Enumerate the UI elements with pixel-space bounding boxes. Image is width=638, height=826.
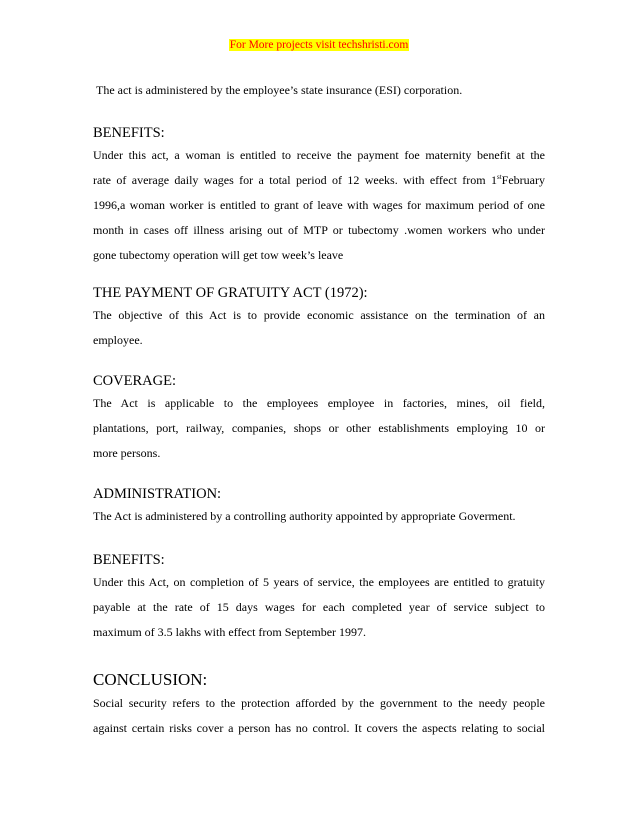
section-heading-coverage: COVERAGE: bbox=[93, 373, 176, 389]
section-body-conclusion bbox=[93, 691, 545, 741]
section-heading-benefits-maternity: BENEFITS: bbox=[93, 125, 165, 141]
body-line: more persons. bbox=[93, 446, 161, 460]
body-line: 1996,a woman worker is entitled to grant of leave with wages for maximum period of one bbox=[93, 198, 545, 212]
body-line: month in cases off illness arising out of MTP or tubectomy .women workers who under bbox=[93, 223, 545, 237]
section-body-benefits-gratuity bbox=[93, 570, 545, 645]
body-line bbox=[93, 168, 545, 193]
section-heading-administration: ADMINISTRATION: bbox=[93, 486, 222, 502]
body-line: The Act is applicable to the employees employee in factories, mines, oil field, bbox=[93, 396, 545, 410]
intro-paragraph: The act is administered by the employee’s state insurance (ESI) corporation. bbox=[96, 83, 463, 97]
body-line: against certain risks cover a person has no control. It covers the aspects relating to social bbox=[93, 721, 545, 735]
section-body-gratuity-act bbox=[93, 303, 545, 353]
section-body-administration bbox=[93, 504, 545, 529]
section-heading-benefits-gratuity: BENEFITS: bbox=[93, 552, 165, 568]
body-line: Under this act, a woman is entitled to receive the payment foe maternity benefit at the bbox=[93, 148, 545, 162]
body-line-tail: February bbox=[501, 173, 545, 187]
body-line: gone tubectomy operation will get tow week’s leave bbox=[93, 248, 344, 262]
body-line: maximum of 3.5 lakhs with effect from September 1997. bbox=[93, 625, 367, 639]
body-line: Under this Act, on completion of 5 years of service, the employees are entitled to gratuity bbox=[93, 575, 545, 589]
ordinal-suffix: st bbox=[497, 173, 502, 181]
section-heading-conclusion: CONCLUSION: bbox=[93, 670, 208, 689]
section-body-benefits-maternity bbox=[93, 143, 545, 268]
body-line: The objective of this Act is to provide economic assistance on the termination of an bbox=[93, 308, 545, 322]
header-banner bbox=[0, 38, 638, 52]
body-line: The Act is administered by a controlling authority appointed by appropriate Goverment. bbox=[93, 509, 516, 523]
body-line: plantations, port, railway, companies, shops or other establishments employing 10 or bbox=[93, 421, 545, 435]
body-line: payable at the rate of 15 days wages for each completed year of service subject to bbox=[93, 600, 545, 614]
body-line-text: rate of average daily wages for a total period of 12 weeks. with effect from 1 bbox=[93, 173, 497, 187]
section-body-coverage bbox=[93, 391, 545, 466]
body-line: employee. bbox=[93, 333, 143, 347]
section-heading-gratuity-act: THE PAYMENT OF GRATUITY ACT (1972): bbox=[93, 285, 368, 301]
promo-link[interactable]: For More projects visit techshristi.com bbox=[229, 39, 409, 51]
body-line: Social security refers to the protection afforded by the government to the needy people bbox=[93, 696, 545, 710]
